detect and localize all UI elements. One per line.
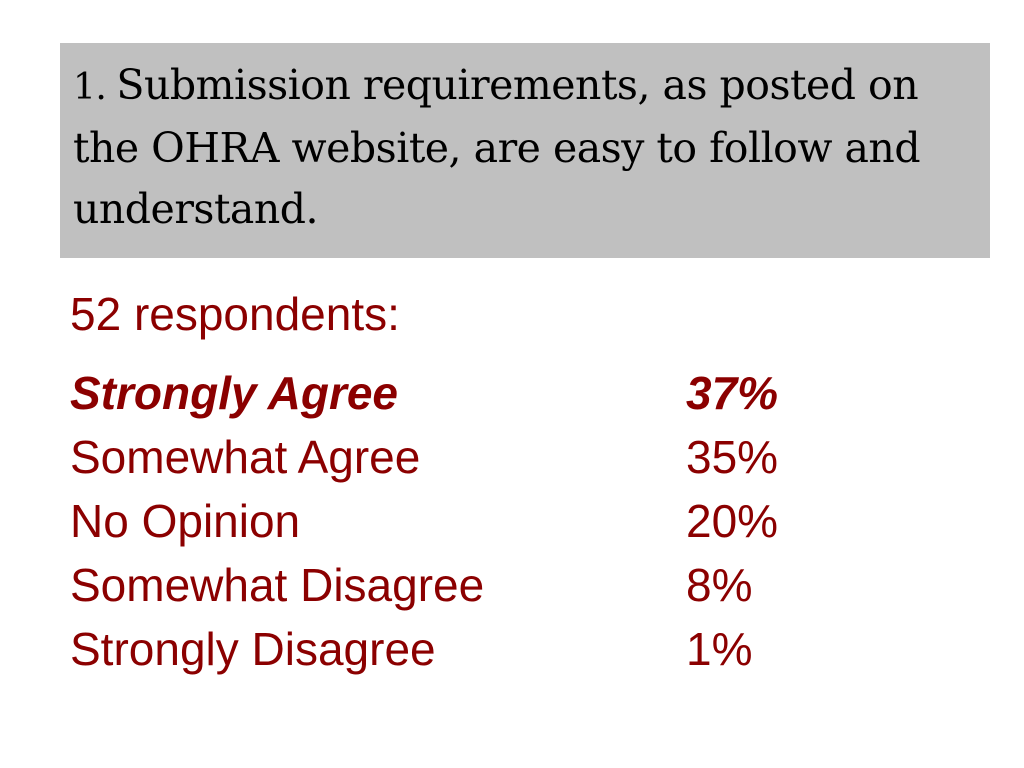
response-list [70, 361, 970, 681]
question-number: 1. [73, 67, 107, 108]
question-text: Submission requirements, as posted on the OHRA website, are easy to follow and understand. [73, 61, 921, 233]
response-percent: 8% [686, 559, 753, 611]
response-label: Somewhat Disagree [70, 559, 485, 611]
response-row-strongly-agree [70, 361, 970, 425]
response-row-strongly-disagree [70, 617, 970, 681]
respondent-count: 52 respondents: [70, 288, 400, 340]
response-label: Strongly Agree [70, 367, 399, 419]
response-row-somewhat-agree [70, 425, 970, 489]
response-percent: 35% [686, 431, 779, 483]
response-label: Somewhat Agree [70, 431, 421, 483]
response-label: No Opinion [70, 495, 301, 547]
title-box [60, 43, 990, 258]
response-row-somewhat-disagree [70, 553, 970, 617]
slide-title [73, 55, 970, 240]
results-content [70, 283, 970, 681]
response-label: Strongly Disagree [70, 623, 436, 675]
response-percent: 37% [686, 367, 779, 419]
response-percent: 1% [686, 623, 753, 675]
response-percent: 20% [686, 495, 779, 547]
response-row-no-opinion [70, 489, 970, 553]
